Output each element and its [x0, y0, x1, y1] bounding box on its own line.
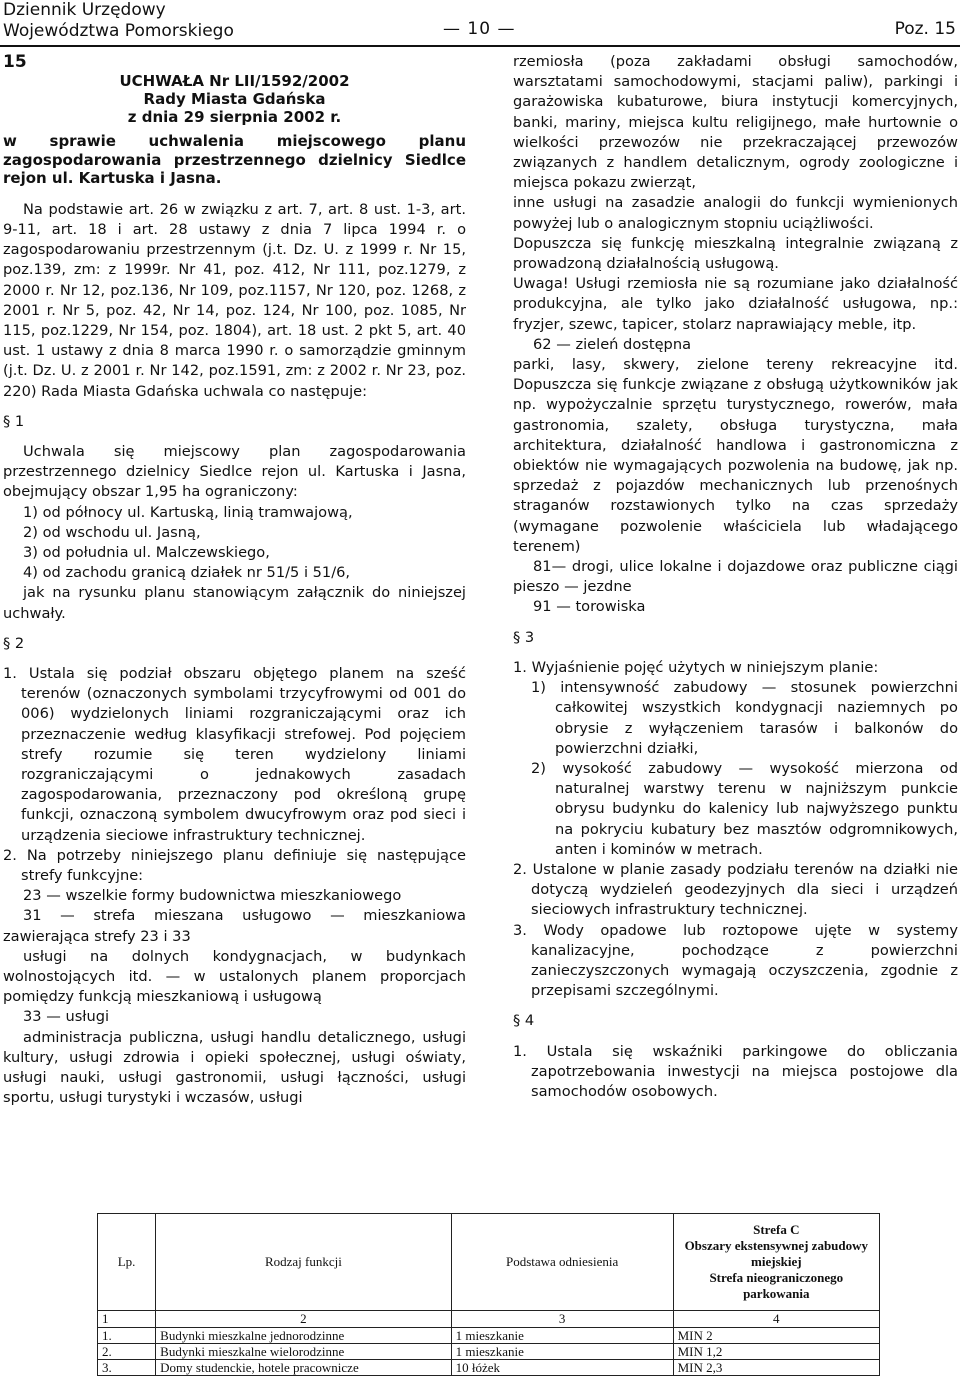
journal-title — [3, 0, 234, 42]
table-cell: Domy studenckie, hotele pracownicze — [156, 1360, 451, 1376]
left-column — [3, 52, 466, 1108]
boundary-item: 2) od wschodu ul. Jasną, — [23, 523, 201, 541]
section-2-heading: § 2 — [3, 634, 25, 652]
column-number: 3 — [451, 1311, 673, 1328]
zone-definition: 62 — zieleń dostępna — [533, 335, 692, 353]
section-3-paragraph-3: 3. Wody opadowe lub roztopowe ujęte w systemy kanalizacyjne, pochodzące z powierzchni zanieczyszczonych wymagają oczyszczenia, zgodnie z przepisami szczególnymi. — [513, 921, 958, 1000]
section-2-paragraph-2: 2. Na potrzeby niniejszego planu definiuje się następujące strefy funkcyjne: — [3, 846, 466, 884]
table-header-row — [98, 1214, 880, 1311]
boundary-item: 4) od zachodu granicą działek nr 51/5 i 51/6, — [23, 564, 351, 582]
table-row — [98, 1344, 880, 1360]
section-2-paragraph-1: 1. Ustala się podział obszaru objętego planem na sześć terenów (oznaczonych symbolami trzycyfrowymi od 001 do 006) wydzielonych liniami rozgraniczającymi oraz ich przeznaczenie według klasyfikacji strefowej. Pod pojęciem strefy rozumie się teren wydzielony liniami rozgraniczającymi o jednakowych zasadach zagospodarowania, przeznaczony pod określoną grupę funkcji, oznaczoną symbolem dwucyfrowym oraz pod sieci i urządzenia sieciowe infrastruktury technicznej. — [3, 664, 466, 844]
journal-title-line1: Dziennik Urzędowy — [3, 0, 166, 20]
header-zone-c: Strefa C Obszary ekstensywnej zabudowy miejskiej Strefa nieograniczonego parkowania — [673, 1214, 879, 1311]
section-4-heading: § 4 — [513, 1012, 535, 1030]
zone-definition: 33 — usługi — [23, 1008, 110, 1026]
section-4-paragraph-1: 1. Ustala się wskaźniki parkingowe do obliczania zapotrzebowania inwestycji na miejsca postojowe dla samochodów osobowych. — [513, 1042, 958, 1100]
resolution-title — [3, 72, 466, 126]
zone-definition: 23 — wszelkie formy budownictwa mieszkaniowego — [23, 887, 402, 905]
column-number: 2 — [156, 1311, 451, 1328]
right-column — [513, 52, 958, 1102]
page-number: — 10 — — [443, 19, 516, 39]
section-1-heading: § 1 — [3, 412, 25, 430]
resolution-subject: w sprawie uchwalenia miejscowego planu zagospodarowania przestrzennego dzielnicy Siedlce rejon ul. Kartuska i Jasna. — [3, 132, 466, 188]
table-row — [98, 1328, 880, 1344]
zone-definition: usługi na dolnych kondygnacjach, w budynkach wolnostojących itd. — w ustalonych planem proporcjach pomiędzy funkcją mieszkaniową i usługową — [3, 947, 466, 1006]
zone-note: Uwaga! Usługi rzemiosła nie są rozumiane jako działalność produkcyjna, ale tylko jako działalność usługowa, np.: fryzjer, szewc, tapicer, stolarz naprawiający meble, itp. — [513, 275, 958, 333]
zone-continuation: rzemiosła (poza zakładami obsługi samochodów, warsztatami samochodowymi, stacjami paliw), parkingi i garażowiska kubaturowe, biura instytucji komercyjnych, banki, mariny, miejsca kultu religijnego, małe hurtownie o wielkości przewozów nie przekraczającej przewozów związanych z handlem detalicznym, ogrody zoologiczne i miejsca pokazu zwierząt, — [513, 53, 958, 192]
title-line2: Rady Miasta Gdańska — [143, 90, 326, 109]
column-number: 4 — [673, 1311, 879, 1328]
table-cell: MIN 1,2 — [673, 1344, 879, 1360]
table-cell: MIN 2 — [673, 1328, 879, 1344]
header-function-type: Rodzaj funkcji — [156, 1214, 451, 1311]
column-number-row — [98, 1311, 880, 1328]
definition-item: 2) wysokość zabudowy — wysokość mierzona od naturalnej warstwy terenu w najniższym punkcie obrysu budynku do kalenicy lub najwyższego punktu na pokryciu kubatury bez masztów odgromnikowych, anten i kominów w metrach. — [531, 759, 958, 858]
table-cell: MIN 2,3 — [673, 1360, 879, 1376]
zone-definition: 31 — strefa mieszana usługowo — mieszkaniowa zawierająca strefy 23 i 33 — [3, 907, 466, 945]
section-3-heading: § 3 — [513, 628, 535, 646]
zone-definition: administracja publiczna, usługi handlu detalicznego, usługi kultury, usługi zdrowia i opieki społecznej, usługi oświaty, usługi nauki, usługi gastronomii, usługi łączności, usługi sportu, usługi turystyki i wczasów, usługi — [3, 1028, 466, 1107]
title-line3: z dnia 29 sierpnia 2002 r. — [127, 108, 342, 127]
table-row — [98, 1360, 880, 1376]
zone-note: Dopuszcza się funkcję mieszkalną integralnie związaną z prowadzoną działalnością usługową. — [513, 234, 958, 273]
journal-title-line2: Województwa Pomorskiego — [3, 21, 234, 41]
zone-definition: 81— drogi, ulice lokalne i dojazdowe oraz publiczne ciągi pieszo — jezdne — [513, 558, 958, 596]
table-cell: 2. — [98, 1344, 156, 1360]
position-number: Poz. 15 — [894, 19, 956, 39]
table-cell: Budynki mieszkalne wielorodzinne — [156, 1344, 451, 1360]
header-lp: Lp. — [98, 1214, 156, 1311]
section-1-closing: jak na rysunku planu stanowiącym załącznik do niniejszej uchwały. — [3, 584, 466, 622]
column-number: 1 — [98, 1311, 156, 1328]
zone-continuation: inne usługi na zasadzie analogii do funkcji wymienionych powyżej lub o analogicznym stopniu uciążliwości. — [513, 194, 958, 232]
section-3-paragraph-1: 1. Wyjaśnienie pojęć użytych w niniejszym planie: — [513, 658, 879, 676]
boundary-item: 1) od północy ul. Kartuską, linią tramwajową, — [23, 503, 353, 521]
table-cell: 1. — [98, 1328, 156, 1344]
page-header — [0, 0, 960, 50]
boundary-item: 3) od południa ul. Malczewskiego, — [23, 543, 270, 561]
table-cell: Budynki mieszkalne jednorodzinne — [156, 1328, 451, 1344]
section-3-paragraph-2: 2. Ustalone w planie zasady podziału terenów na działki nie dotyczą wydzieleń geodezyjnych dla sieci i urządzeń sieciowych infrastruktury technicznej. — [513, 860, 958, 919]
zone-definition: 91 — torowiska — [533, 598, 646, 616]
header-rule — [0, 45, 960, 47]
parking-ratios-table — [97, 1213, 880, 1376]
preamble: Na podstawie art. 26 w związku z art. 7, art. 8 ust. 1-3, art. 9-11, art. 18 i art. 28 ustawy z dnia 7 lipca 1994 r. o zagospodarowaniu przestrzennym (j.t. Dz. U. z 1999 r. Nr 15, poz.139, zm: z 1999r. Nr 41, poz. 412, Nr 111, poz.1279, z 2000 r. Nr 12, poz.136, Nr 109, poz.1157, Nr 120, poz. 1268, z 2001 r. Nr 5, poz. 42, Nr 14, poz. 124, Nr 100, poz. 1085, Nr 115, poz.1229, Nr 154, poz. 1804), art. 18 ust. 2 pkt 5, art. 40 ust. 1 ustawy z dnia 8 marca 1990 r. o samorządzie gminnym (j.t. Dz. U. z 2001 r. Nr 142, poz.1591, zm: z 2002 r. Nr 23, poz. 220) Rada Miasta Gdańska uchwala co następuje: — [3, 200, 466, 400]
table-cell: 1 mieszkanie — [451, 1328, 673, 1344]
section-1-intro: Uchwala się miejscowy plan zagospodarowania przestrzennego dzielnicy Siedlce rejon ul. Kartuska i Jasna, obejmujący obszar 1,95 ha ograniczony: — [3, 442, 466, 501]
table-cell: 1 mieszkanie — [451, 1344, 673, 1360]
document-number: 15 — [3, 52, 27, 72]
table-cell: 10 łóżek — [451, 1360, 673, 1376]
title-line1: UCHWAŁA Nr LII/1592/2002 — [119, 72, 350, 91]
header-reference-basis: Podstawa odniesienia — [451, 1214, 673, 1311]
zone-description: parki, lasy, skwery, zielone tereny rekreacyjne itd. Dopuszcza się funkcje związane z obsługą użytkowników jak np. wypożyczalnie sprzętu turystycznego, rowerów, mała gastronomia, szalety, obsługa turystyczna, mała architektura, działalność handlowa i gastronomiczna z obiektów nie wymagających pozwolenia na budowę, jak np. sprzedaż z pojazdów mechanicznych lub przenośnych straganów rozstawionych tylko na czas sprzedaży (wymagane pozwolenie właściciela lub władającego terenem) — [513, 356, 958, 555]
definition-item: 1) intensywność zabudowy — stosunek powierzchni całkowitej wszystkich kondygnacji naziemnych po obrysie z wyłączeniem tarasów i balkonów do powierzchni działki, — [531, 679, 958, 757]
table-cell: 3. — [98, 1360, 156, 1376]
